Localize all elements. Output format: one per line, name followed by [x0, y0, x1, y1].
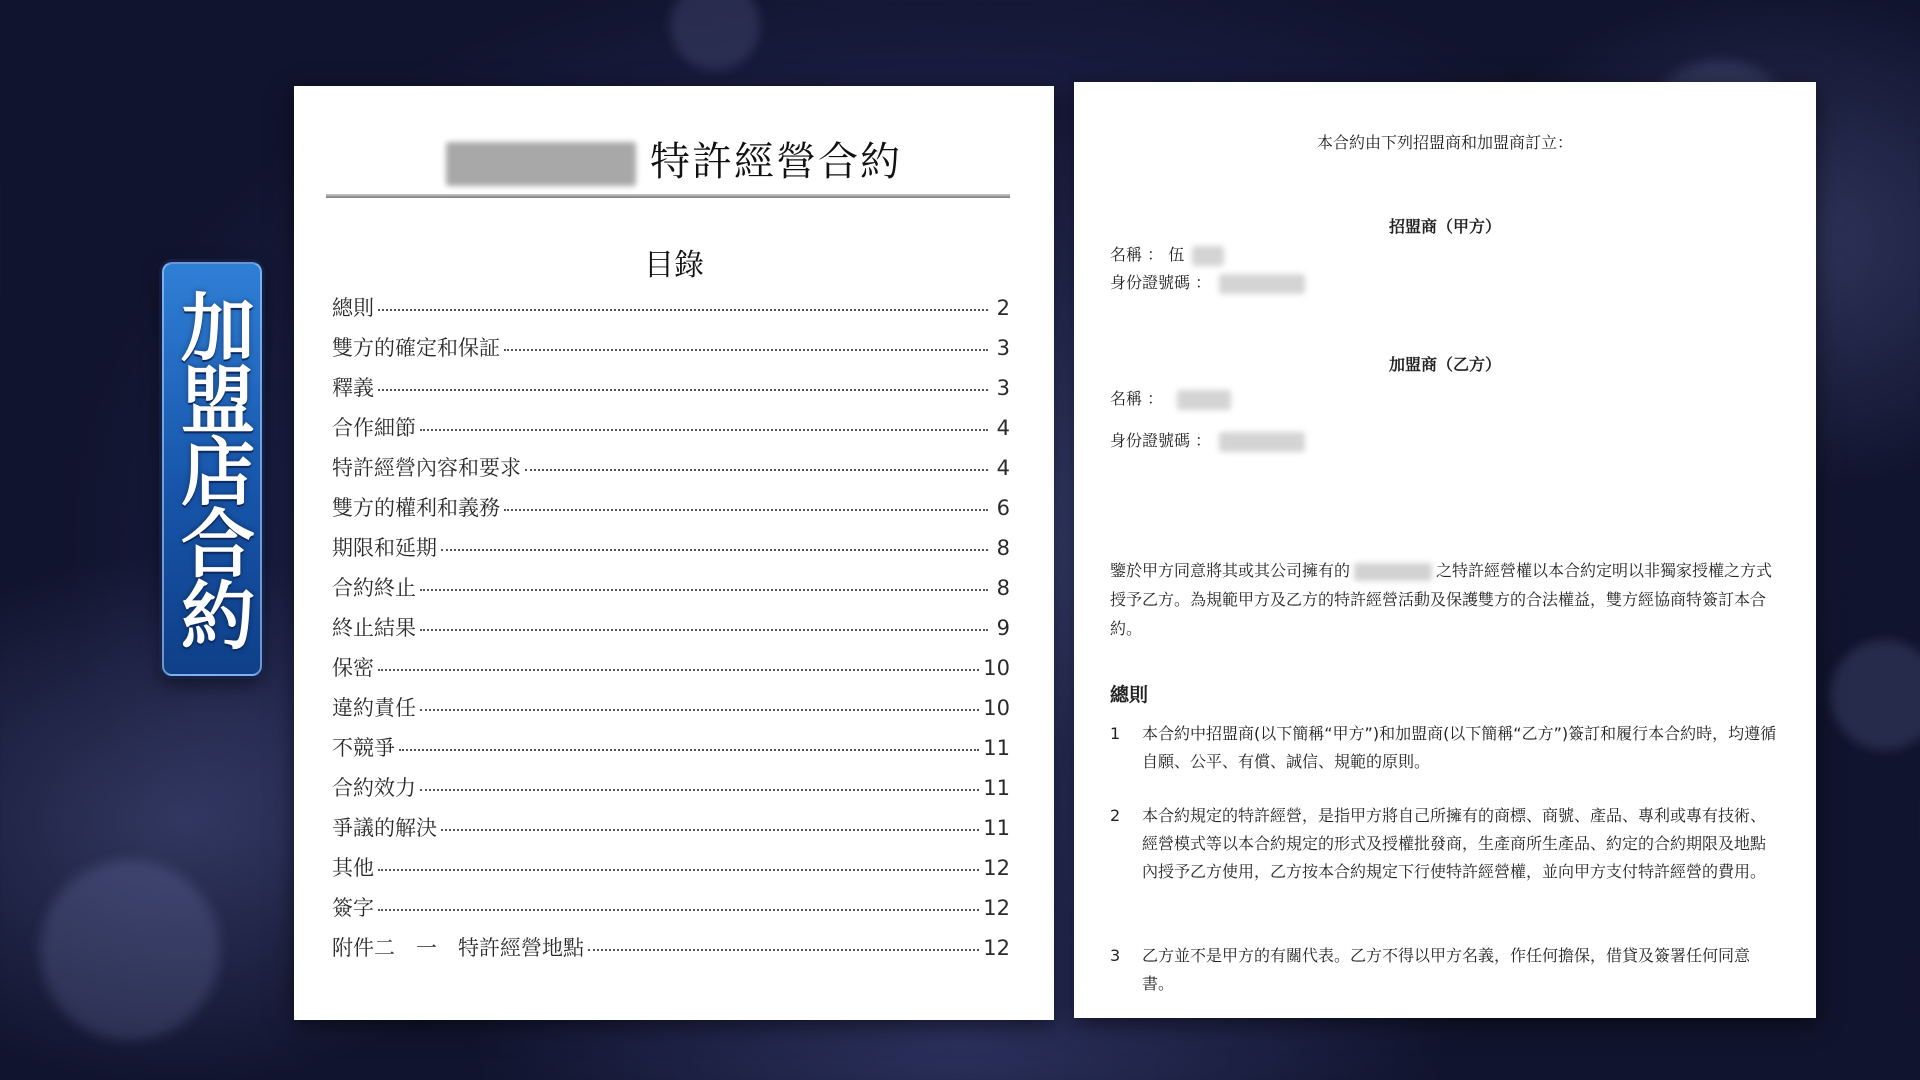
toc-entry-page: 8: [996, 576, 1010, 600]
toc-leader-dots: [504, 509, 988, 511]
clause-item: [1110, 942, 1780, 998]
toc-entry: [332, 452, 1010, 492]
toc-entry: [332, 732, 1010, 772]
party-b-name-label: 名稱 ：: [1110, 389, 1164, 408]
toc-leader-dots: [504, 349, 988, 351]
background-bokeh-3: [1830, 640, 1920, 750]
toc-entry-label: 期限和延期: [332, 536, 437, 560]
toc-entry-page: 10: [983, 696, 1010, 720]
toc-entry-page: 8: [996, 536, 1010, 560]
background-bokeh-1: [40, 860, 220, 1040]
clause-item: [1110, 802, 1780, 886]
redacted-party-b-name: [1177, 390, 1231, 410]
toc-leader-dots: [441, 549, 988, 551]
toc-leader-dots: [378, 309, 988, 311]
toc-entry-label: 終止結果: [332, 616, 416, 640]
party-b-id-field: [1110, 428, 1305, 452]
toc-entry-page: 11: [983, 736, 1010, 760]
toc-entry-label: 爭議的解決: [332, 816, 437, 840]
title-divider: [326, 194, 1010, 198]
clause-number: 3: [1110, 946, 1121, 965]
toc-leader-dots: [588, 949, 979, 951]
party-a-id-label: 身份證號碼 ：: [1110, 273, 1212, 292]
toc-entry-page: 4: [996, 456, 1010, 480]
party-b-heading: 加盟商（乙方）: [1388, 355, 1501, 374]
side-title-text: 加盟店合約: [169, 289, 255, 649]
toc-entry-label: 保密: [332, 656, 374, 680]
toc-entry-page: 12: [983, 856, 1010, 880]
toc-entry: [332, 812, 1010, 852]
toc-entry-label: 合約效力: [332, 776, 416, 800]
toc-leader-dots: [399, 749, 979, 751]
document-title-text: 特許經營合約: [650, 139, 902, 185]
toc-entry: [332, 652, 1010, 692]
toc-entry: [332, 292, 1010, 332]
toc-leader-dots: [378, 869, 979, 871]
toc-entry-page: 3: [996, 376, 1010, 400]
contract-cover-page: [294, 86, 1054, 1020]
toc-leader-dots: [525, 469, 988, 471]
party-a-name-value: 伍: [1168, 245, 1185, 264]
toc-entry-label: 合作細節: [332, 416, 416, 440]
toc-entry-page: 4: [996, 416, 1010, 440]
toc-entry-label: 違約責任: [332, 696, 416, 720]
preamble-text-start: 鑒於甲方同意將其或其公司擁有的: [1110, 561, 1351, 580]
toc-entry: [332, 772, 1010, 812]
clause-item: [1110, 720, 1780, 776]
toc-entry-label: 其他: [332, 856, 374, 880]
toc-leader-dots: [420, 629, 988, 631]
toc-entry: [332, 572, 1010, 612]
toc-leader-dots: [420, 429, 988, 431]
clause-number: 2: [1110, 806, 1121, 825]
toc-leader-dots: [420, 789, 979, 791]
redacted-brand-name: [1354, 563, 1432, 581]
section-title-general: 總則: [1110, 684, 1149, 706]
clause-text: 乙方並不是甲方的有關代表。乙方不得以甲方名義，作任何擔保，借貸及簽署任何同意書。: [1142, 946, 1751, 993]
toc-entry-page: 12: [983, 896, 1010, 920]
toc-entry-label: 雙方的確定和保証: [332, 336, 500, 360]
preamble-text-end: 之特許經營權以本合約定明以非獨家授權之方式授予乙方。為規範甲方及乙方的特許經營活動及保護雙方的合法權益，雙方經協商特簽訂本合約。: [1110, 561, 1773, 638]
contract-intro: 本合約由下列招盟商和加盟商訂立：: [1316, 133, 1573, 152]
toc-entry-label: 雙方的權利和義務: [332, 496, 500, 520]
toc-entry-label: 不競爭: [332, 736, 395, 760]
toc-entry: [332, 372, 1010, 412]
toc-leader-dots: [420, 709, 979, 711]
redacted-party-b-id: [1219, 432, 1305, 452]
toc-heading: 目錄: [644, 248, 704, 283]
toc-leader-dots: [378, 389, 988, 391]
party-b-name-field: [1110, 386, 1231, 410]
toc-entry: [332, 852, 1010, 892]
redacted-company-name: [446, 142, 636, 186]
toc-entry: [332, 532, 1010, 572]
toc-entry: [332, 692, 1010, 732]
side-title-badge: [162, 262, 262, 676]
toc-leader-dots: [441, 829, 979, 831]
toc-entry: [332, 612, 1010, 652]
toc-leader-dots: [420, 589, 988, 591]
clause-text: 本合約中招盟商(以下簡稱“甲方”)和加盟商(以下簡稱“乙方”)簽訂和履行本合約時，均遵循自願、公平、有償、誠信、規範的原則。: [1142, 724, 1777, 771]
toc-entry-page: 6: [996, 496, 1010, 520]
party-a-heading: 招盟商（甲方）: [1388, 217, 1501, 236]
toc-entry-page: 12: [983, 936, 1010, 960]
toc-entry: [332, 332, 1010, 372]
contract-terms-page: [1074, 82, 1816, 1018]
clause-text: 本合約規定的特許經營，是指甲方將自己所擁有的商標、商號、產品、專利或專有技術、經營模式等以本合約規定的形式及授權批發商，生產商所生產品、約定的合約期限及地點內授予乙方使用，乙方按本合約規定下行使特許經營權，並向甲方支付特許經營的費用。: [1142, 806, 1767, 881]
toc-entry-page: 9: [996, 616, 1010, 640]
toc-entry-label: 總則: [332, 296, 374, 320]
toc-entry-label: 合約終止: [332, 576, 416, 600]
background-bokeh-4: [670, 0, 760, 70]
toc-entry-label: 特許經營內容和要求: [332, 456, 521, 480]
toc-entry: [332, 932, 1010, 972]
toc-entry-label: 附件二 一 特許經營地點: [332, 936, 584, 960]
toc-entry: [332, 412, 1010, 452]
preamble-paragraph: [1110, 556, 1780, 643]
party-a-name-field: [1110, 242, 1224, 266]
toc-entry: [332, 492, 1010, 532]
table-of-contents: [332, 292, 1010, 972]
toc-entry-page: 10: [983, 656, 1010, 680]
document-title: [294, 130, 1054, 187]
clause-number: 1: [1110, 724, 1121, 743]
toc-entry-page: 2: [996, 296, 1010, 320]
redacted-party-a-id: [1219, 274, 1305, 294]
toc-entry: [332, 892, 1010, 932]
toc-leader-dots: [378, 909, 979, 911]
party-a-name-label: 名稱 ：: [1110, 245, 1164, 264]
toc-entry-label: 釋義: [332, 376, 374, 400]
toc-entry-page: 3: [996, 336, 1010, 360]
redacted-party-a-name: [1192, 246, 1224, 266]
party-a-id-field: [1110, 270, 1305, 294]
toc-entry-page: 11: [983, 816, 1010, 840]
party-b-id-label: 身份證號碼 ：: [1110, 431, 1212, 450]
toc-leader-dots: [378, 669, 979, 671]
toc-entry-label: 簽字: [332, 896, 374, 920]
toc-entry-page: 11: [983, 776, 1010, 800]
